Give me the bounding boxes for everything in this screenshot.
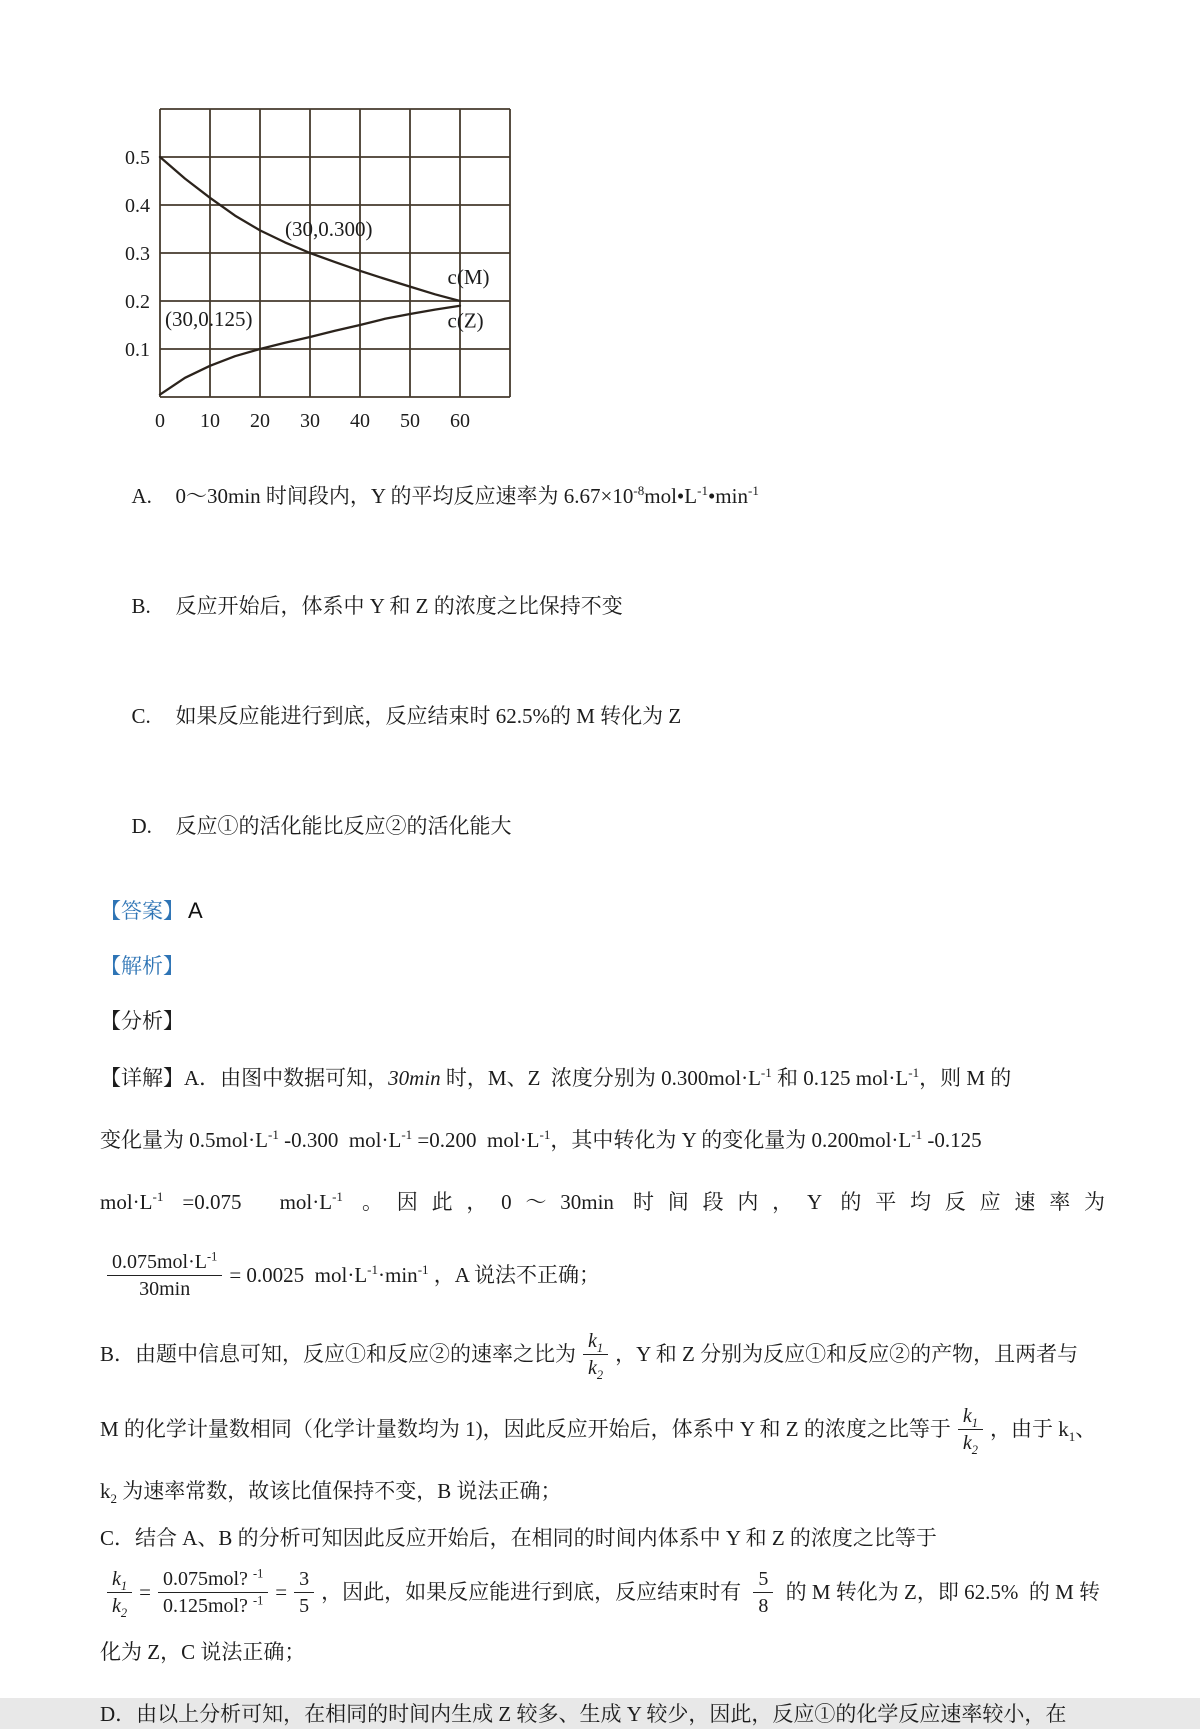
solution-line-7: $k_2$ 为速率常数，故该比值保持不变，B 说法正确；: [100, 1479, 562, 1507]
solution-line-9: $\frac{k_1}{k_2}$ = $\frac{0.075mol? ^{-1}}{0.125mol? ^{-1}}$ = $\frac{3}{5}$ ，因此，如果反应能进行到底，反应结束时有 $\frac{5}{8}$ 的 M 转化为 Z，即 62.5% 的 M 转: [100, 1567, 1105, 1618]
option-d: [100, 783, 1105, 870]
solution-line-4: $\frac{0.075mol\cdot L^{-1}}{30\min}$ = 0.0025 $mol\cdot L^{-1}\cdot\min^{-1}$ ，A 说法不正确；: [100, 1250, 1105, 1301]
y-tick-label: 0.2: [125, 291, 150, 313]
fraction: $\frac{5}{8}$: [753, 1567, 773, 1618]
x-tick-label: 10: [200, 410, 220, 432]
solution-line-6: M 的化学计量数相同（化学计量数均为 1)，因此反应开始后，体系中 Y 和 Z 的浓度之比等于 $\frac{k_1}{k_2}$ ，由于 $k_1$、: [100, 1405, 1097, 1457]
chart-annotation: c(Z): [447, 308, 484, 333]
solution-line-5: B．由题中信息可知，反应①和反应②的速率之比为 $\frac{k_1}{k_2}$ ，Y 和 Z 分别为反应①和反应②的产物，且两者与: [100, 1330, 1079, 1382]
fraction: $\frac{k_1}{k_2}$: [107, 1567, 132, 1618]
y-tick-label: 0.5: [125, 147, 150, 169]
x-tick-label: 40: [350, 410, 370, 432]
y-tick-label: 0.1: [125, 339, 150, 361]
chart-annotation: (30,0.300): [285, 217, 373, 242]
options-list: [100, 453, 1105, 870]
fraction: $\frac{0.075mol? ^{-1}}{0.125mol? ^{-1}}$: [158, 1567, 268, 1618]
y-tick-label: 0.4: [125, 195, 150, 217]
solution-line-8: C．结合 A、B 的分析可知因此反应开始后，在相同的时间内体系中 Y 和 Z 的浓度之比等于: [100, 1526, 937, 1550]
option-d-label: D.: [131, 814, 152, 838]
option-a: [100, 453, 1105, 540]
y-tick-label: 0.3: [125, 243, 150, 265]
fenxi-heading: 【分析】: [100, 1009, 184, 1033]
solution-line-2: 变化量为 $0.5mol\cdot L^{-1}$ -0.300 $mol\cdot L^{-1} =0.200$ $mol\cdot L^{-1}$，其中转化为 Y 的变化量为 $0.200mol\cdot L^{-1}$ -0.125: [100, 1127, 982, 1152]
option-c-label: C.: [131, 704, 151, 728]
option-a-text: 0～30min 时间段内，Y 的平均反应速率为 $6.67\times 10^{-8}mol•L^{-1}•\min^{-1}$: [175, 483, 759, 508]
fraction: $\frac{k_1}{k_2}$: [583, 1329, 608, 1380]
answer-value: A: [188, 898, 203, 923]
answer-label: 【答案】: [100, 899, 184, 923]
answer-row: [100, 896, 1105, 926]
option-b-label: B.: [131, 594, 151, 618]
x-tick-label: 50: [400, 410, 420, 432]
x-tick-label: 20: [250, 410, 270, 432]
option-d-text: 反应①的活化能比反应②的活化能大: [175, 814, 512, 838]
analysis-heading: 【解析】: [100, 954, 184, 978]
fraction: $\frac{k_1}{k_2}$: [958, 1404, 983, 1455]
fraction: $\frac{3}{5}$: [294, 1567, 314, 1618]
solution-line-1: 【详解】A．由图中数据可知，30min 时，M、Z 浓度分别为 $0.300mol\cdot L^{-1}$ 和 0.125 $mol\cdot L^{-1}$，则 M 的: [100, 1065, 1012, 1090]
concentration-chart: [100, 93, 530, 443]
option-b-text: 反应开始后，体系中 Y 和 Z 的浓度之比保持不变: [175, 594, 623, 618]
x-tick-label: 30: [300, 410, 320, 432]
chart-svg: [100, 93, 530, 443]
option-c-text: 如果反应能进行到底，反应结束时 62.5%的 M 转化为 Z: [175, 704, 682, 728]
option-a-label: A.: [131, 484, 152, 508]
x-tick-label: 60: [450, 410, 470, 432]
chart-annotation: c(M): [447, 265, 490, 290]
option-c: [100, 673, 1105, 760]
option-b: [100, 563, 1105, 650]
x-tick-label: 0: [155, 410, 165, 432]
solution-line-11: D．由以上分析可知，在相同的时间内生成 Z 较多、生成 Y 较少，因此，反应①的化学反应速率较小，在: [100, 1702, 1067, 1726]
solution-line-10: 化为 Z，C 说法正确；: [100, 1640, 306, 1664]
solution-body: [100, 1064, 1105, 1729]
chart-annotation: (30,0.125): [165, 306, 253, 331]
fraction: $\frac{0.075mol\cdot L^{-1}}{30\min}$: [107, 1250, 222, 1301]
solution-line-3: $mol\cdot L^{-1} =0.075$ $mol\cdot L^{-1}$ 。因此，0～30min 时间段内，Y 的平均反应速率为: [100, 1189, 1105, 1214]
